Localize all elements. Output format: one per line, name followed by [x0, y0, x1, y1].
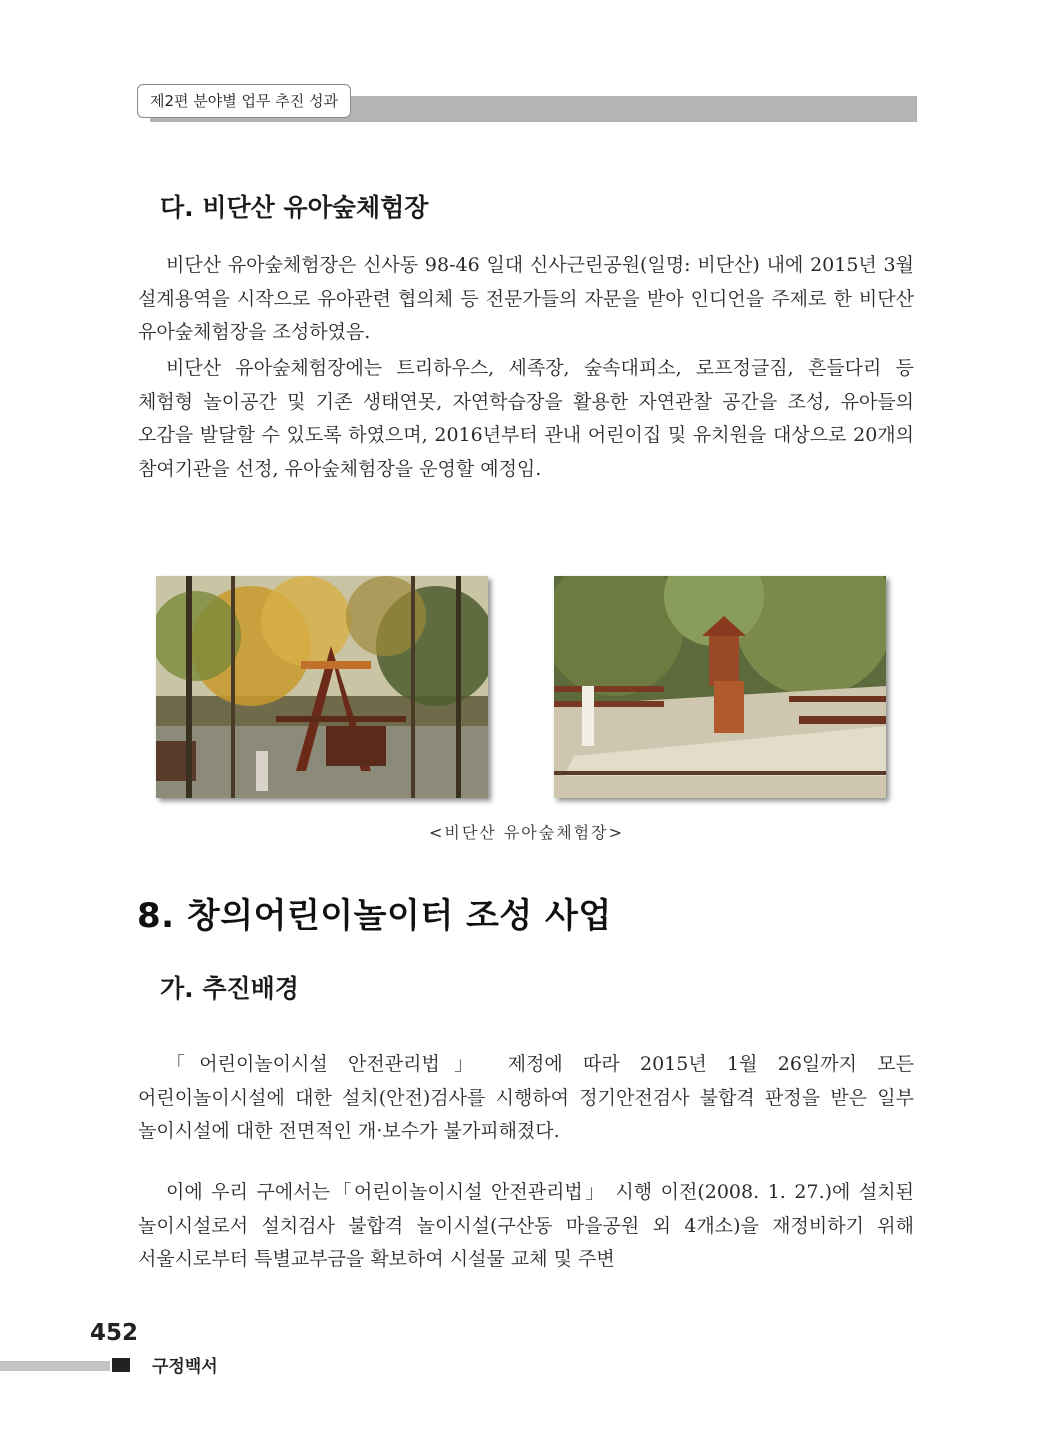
section-heading-8: 8. 창의어린이놀이터 조성 사업	[137, 896, 612, 936]
page-number: 452	[90, 1320, 139, 1346]
paragraph-8-1: 「어린이놀이시설 안전관리법」 제정에 따라 2015년 1월 26일까지 모든 어린이놀이시설에 대한 설치(안전)검사를 시행하여 정기안전검사 불합격 판정을 받은 일부 놀이시설에 대한 전면적인 개·보수가 불가피해졌다.	[138, 1053, 914, 1142]
photo-caption: <비단산 유아숲체험장>	[428, 823, 624, 842]
paragraph-da-1: 비단산 유아숲체험장은 신사동 98-46 일대 신사근린공원(일명: 비단산) 내에 2015년 3월 설계용역을 시작으로 유아관련 협의체 등 전문가들의 자문을 받아 인디언을 주제로 한 비단산 유아숲체험장을 조성하였음.	[138, 254, 914, 343]
footer-bar	[0, 1361, 110, 1371]
sub-heading-background: 가. 추진배경	[160, 974, 299, 1003]
photo-playground-tower	[554, 576, 886, 798]
paragraph-8-2: 이에 우리 구에서는「어린이놀이시설 안전관리법」 시행 이전(2008. 1. 27.)에 설치된 놀이시설로서 설치검사 불합격 놀이시설(구산동 마을공원 외 4개소)을 재정비하기 위해 서울시로부터 특별교부금을 확보하여 시설물 교체 및 주변	[138, 1181, 914, 1270]
footer-marker	[112, 1358, 130, 1372]
section-tab: 제2편 분야별 업무 추진 성과	[137, 84, 351, 118]
photo-forest-teepee	[156, 576, 488, 798]
book-title: 구정백서	[152, 1357, 218, 1377]
section-heading-da: 다. 비단산 유아숲체험장	[160, 193, 429, 222]
paragraph-da-2: 비단산 유아숲체험장에는 트리하우스, 세족장, 숲속대피소, 로프정글짐, 흔들다리 등 체험형 놀이공간 및 기존 생태연못, 자연학습장을 활용한 자연관찰 공간을 조성, 유아들의 오감을 발달할 수 있도록 하였으며, 2016년부터 관내 어린이집 및 유치원을 대상으로 20개의 참여기관을 선정, 유아숲체험장을 운영할 예정임.	[138, 357, 914, 480]
